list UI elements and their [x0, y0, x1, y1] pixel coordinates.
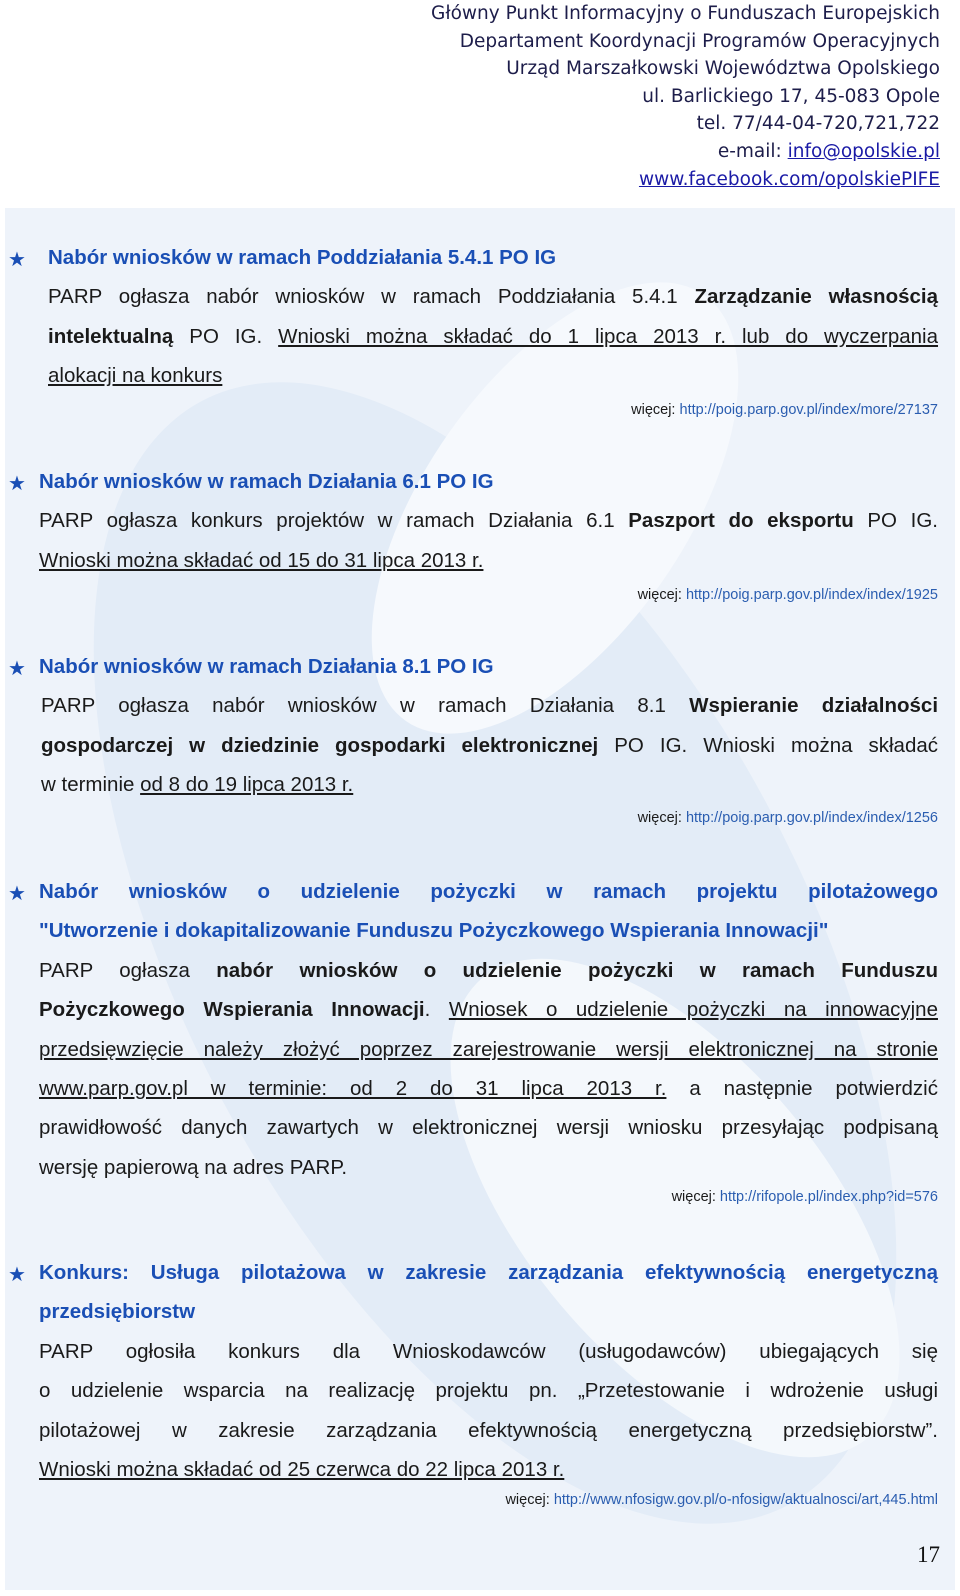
section-title-2: "Utworzenie i dokapitalizowanie Funduszu Pożyczkowego Wspierania Innowacji" [39, 919, 829, 943]
page-number: 17 [917, 1542, 940, 1567]
more-link-row: więcej: http://www.nfosigw.gov.pl/o-nfosigw/aktualnosci/art,445.html [505, 1492, 938, 1508]
section-line: Wnioski można składać od 15 do 31 lipca 2013 r. [39, 548, 484, 572]
section-line: prawidłowość danych zawartych w elektronicznej wersji wniosku przesyłając podpisaną [39, 1116, 938, 1140]
more-link-row: więcej: http://poig.parp.gov.pl/index/more/27137 [631, 402, 938, 418]
more-link[interactable]: http://poig.parp.gov.pl/index/more/27137 [679, 402, 938, 418]
star-bullet-icon: ★ [8, 1264, 26, 1286]
section-fundusz-pozyczkowy [39, 872, 938, 1187]
section-line: przedsięwzięcie należy złożyć poprzez zarejestrowanie wersji elektronicznej na stronie [39, 1037, 938, 1061]
section-line: PARP ogłasza konkurs projektów w ramach Działania 6.1 Paszport do eksportu PO IG. [39, 509, 938, 533]
star-bullet-icon: ★ [8, 473, 26, 495]
header-line-1: Główny Punkt Informacyjny o Funduszach Europejskich [431, 3, 940, 24]
section-title: Nabór wniosków w ramach Działania 6.1 PO IG [39, 470, 494, 493]
more-link-row: więcej: http://poig.parp.gov.pl/index/index/1256 [637, 810, 938, 826]
more-link[interactable]: http://poig.parp.gov.pl/index/index/1925 [685, 587, 938, 603]
more-link[interactable]: http://poig.parp.gov.pl/index/index/1256 [685, 810, 938, 826]
section-line: Wnioski można składać od 25 czerwca do 22 lipca 2013 r. [39, 1457, 565, 1481]
header-email [431, 138, 940, 166]
more-link[interactable]: http://rifopole.pl/index.php?id=576 [719, 1189, 938, 1205]
section-dzialanie-61 [39, 462, 938, 580]
header-line-4: ul. Barlickiego 17, 45-083 Opole [642, 85, 940, 107]
section-dzialanie-81 [39, 647, 938, 805]
header-line-2: Departament Koordynacji Programów Operacyjnych [459, 30, 940, 52]
section-title: Nabór wniosków w ramach Działania 8.1 PO IG [39, 655, 494, 678]
star-bullet-icon: ★ [8, 249, 26, 271]
header [431, 0, 940, 193]
section-line: www.parp.gov.pl w terminie: od 2 do 31 lipca 2013 r. a następnie potwierdzić [39, 1076, 938, 1100]
header-line-5: tel. 77/44-04-720,721,722 [696, 113, 940, 135]
section-poddzialanie-541 [48, 238, 938, 396]
more-link[interactable]: http://www.nfosigw.gov.pl/o-nfosigw/aktualnosci/art,445.html [553, 1492, 938, 1508]
section-line: PARP ogłasza nabór wniosków o udzielenie pożyczki w ramach Funduszu [39, 958, 938, 982]
facebook-link[interactable]: www.facebook.com/opolskiePIFE [638, 168, 940, 190]
section-title-2: przedsiębiorstw [39, 1300, 196, 1324]
star-bullet-icon: ★ [8, 883, 26, 905]
section-line: wersję papierową na adres PARP. [39, 1155, 348, 1179]
section-usluga-pilotazowa [39, 1253, 938, 1489]
header-line-3: Urząd Marszałkowski Województwa Opolskiego [506, 58, 940, 80]
more-link-row: więcej: http://rifopole.pl/index.php?id=576 [671, 1189, 938, 1205]
section-line: Pożyczkowego Wspierania Innowacji. Wniosek o udzielenie pożyczki na innowacyjne [39, 998, 938, 1022]
more-link-row: więcej: http://poig.parp.gov.pl/index/index/1925 [637, 587, 938, 603]
section-line: PARP ogłasza nabór wniosków w ramach Poddziałania 5.4.1 Zarządzanie własnością [48, 285, 938, 309]
section-line: alokacji na konkurs [48, 364, 223, 388]
section-title: Nabór wniosków w ramach Poddziałania 5.4.1 PO IG [48, 246, 557, 269]
section-line: intelektualną PO IG. Wnioski można składać do 1 lipca 2013 r. lub do wyczerpania [48, 324, 939, 348]
section-line: w terminie od 8 do 19 lipca 2013 r. [41, 773, 354, 797]
section-line: PARP ogłasza nabór wniosków w ramach Działania 8.1 Wspieranie działalności [41, 694, 939, 718]
email-link[interactable]: info@opolskie.pl [787, 140, 940, 162]
section-line: PARP ogłosiła konkurs dla Wnioskodawców (usługodawców) ubiegających się [39, 1339, 938, 1363]
section-title: Konkurs: Usługa pilotażowa w zakresie zarządzania efektywnością energetyczną [39, 1261, 938, 1284]
email-label: e-mail: [717, 140, 788, 162]
section-title: Nabór wniosków o udzielenie pożyczki w ramach projektu pilotażowego [39, 880, 938, 903]
star-bullet-icon: ★ [8, 658, 26, 680]
section-line: gospodarczej w dziedzinie gospodarki elektronicznej PO IG. Wnioski można składać [41, 733, 939, 757]
section-line: pilotażowej w zakresie zarządzania efektywnością energetyczną przedsiębiorstw”. [39, 1418, 938, 1442]
section-line: o udzielenie wsparcia na realizację projektu pn. „Przetestowanie i wdrożenie usługi [39, 1379, 938, 1403]
